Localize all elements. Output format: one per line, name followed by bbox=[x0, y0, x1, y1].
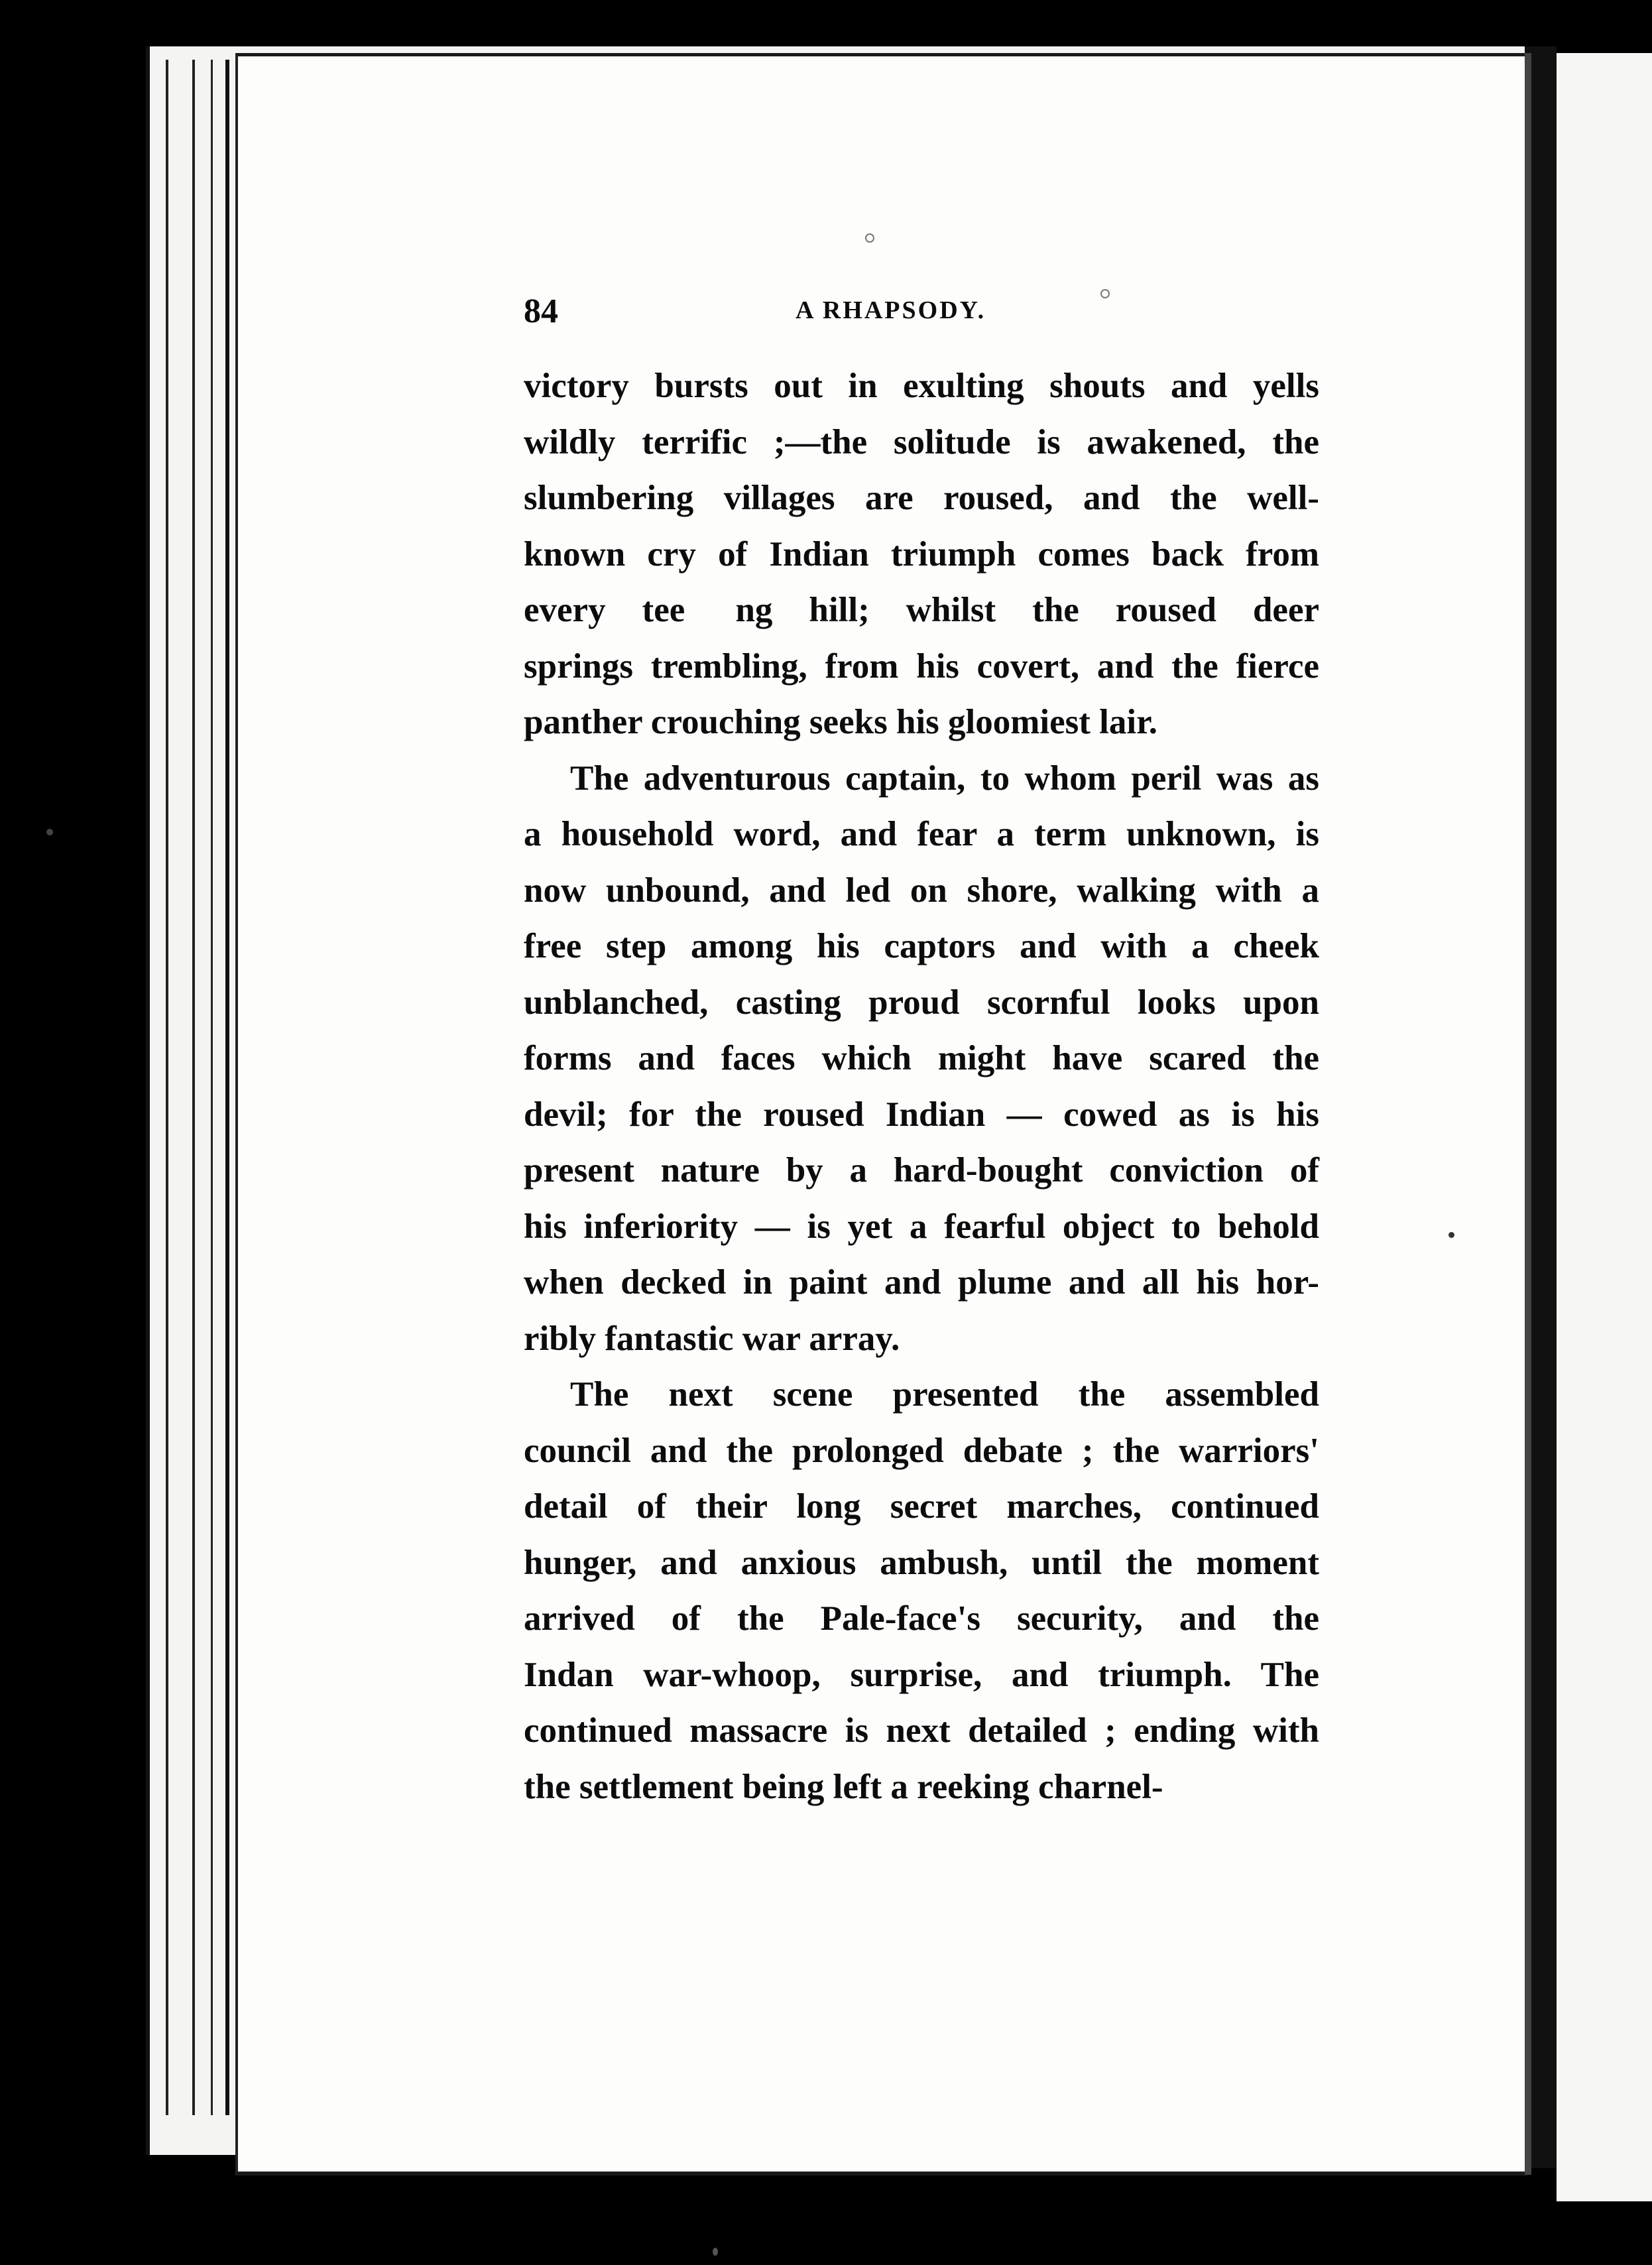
speck bbox=[865, 233, 874, 243]
page-edge-line bbox=[225, 60, 229, 2115]
text-line: known cry of Indian triumph comes back from bbox=[524, 534, 1319, 574]
text-line: wildly terrific ;—the solitude is awakened, the bbox=[524, 422, 1319, 461]
text-line: a household word, and fear a term unknown, is bbox=[524, 815, 1319, 853]
page-number: 84 bbox=[524, 292, 558, 330]
text-line: arrived of the Pale-face's security, and the bbox=[524, 1599, 1319, 1638]
text-line: Indan war-whoop, surprise, and triumph. The bbox=[524, 1655, 1319, 1694]
text-line: every tee ng hill; whilst the roused deer bbox=[524, 591, 1319, 629]
text-line: victory bursts out in exulting shouts and yells bbox=[524, 367, 1319, 405]
speck bbox=[1448, 1232, 1454, 1238]
facing-page-sliver bbox=[1557, 53, 1652, 2201]
speck bbox=[1100, 289, 1110, 298]
text-line: The next scene presented the assembled bbox=[570, 1375, 1319, 1414]
text-line: ribly fantastic war array. bbox=[524, 1319, 900, 1358]
text-line: now unbound, and led on shore, walking with a bbox=[524, 871, 1319, 910]
text-line: unblanched, casting proud scornful looks upon bbox=[524, 983, 1319, 1022]
running-title: A RHAPSODY. bbox=[796, 296, 986, 324]
text-line: panther crouching seeks his gloomiest lair. bbox=[524, 703, 1158, 741]
text-line: present nature by a hard-bought conviction of bbox=[524, 1151, 1319, 1190]
text-line: devil; for the roused Indian — cowed as is his bbox=[524, 1095, 1319, 1134]
text-line: continued massacre is next detailed ; ending with bbox=[524, 1711, 1319, 1750]
text-line: the settlement being left a reeking charnel- bbox=[524, 1767, 1163, 1806]
page-edge-line bbox=[166, 60, 168, 2115]
speck bbox=[46, 829, 53, 835]
body-text bbox=[524, 358, 1319, 1815]
text-line: when decked in paint and plume and all his hor- bbox=[524, 1263, 1319, 1302]
paragraph bbox=[524, 358, 1319, 751]
text-line: council and the prolonged debate ; the warriors' bbox=[524, 1431, 1319, 1470]
text-line: detail of their long secret marches, continued bbox=[524, 1487, 1319, 1526]
text-line: The adventurous captain, to whom peril was as bbox=[570, 759, 1319, 798]
text-line: forms and faces which might have scared the bbox=[524, 1039, 1319, 1077]
paragraph bbox=[524, 751, 1319, 1367]
paragraph bbox=[524, 1367, 1319, 1815]
text-line: slumbering villages are roused, and the well- bbox=[524, 479, 1319, 517]
page-edge-line bbox=[192, 60, 195, 2115]
speck bbox=[713, 2248, 718, 2256]
text-line: hunger, and anxious ambush, until the moment bbox=[524, 1543, 1319, 1582]
text-line: his inferiority — is yet a fearful object to behold bbox=[524, 1207, 1319, 1246]
text-line: springs trembling, from his covert, and the fierce bbox=[524, 646, 1319, 686]
gutter-shadow bbox=[1525, 53, 1531, 2175]
text-line: free step among his captors and with a cheek bbox=[524, 927, 1319, 965]
running-head bbox=[524, 292, 1067, 338]
page-edge-line bbox=[211, 60, 213, 2115]
